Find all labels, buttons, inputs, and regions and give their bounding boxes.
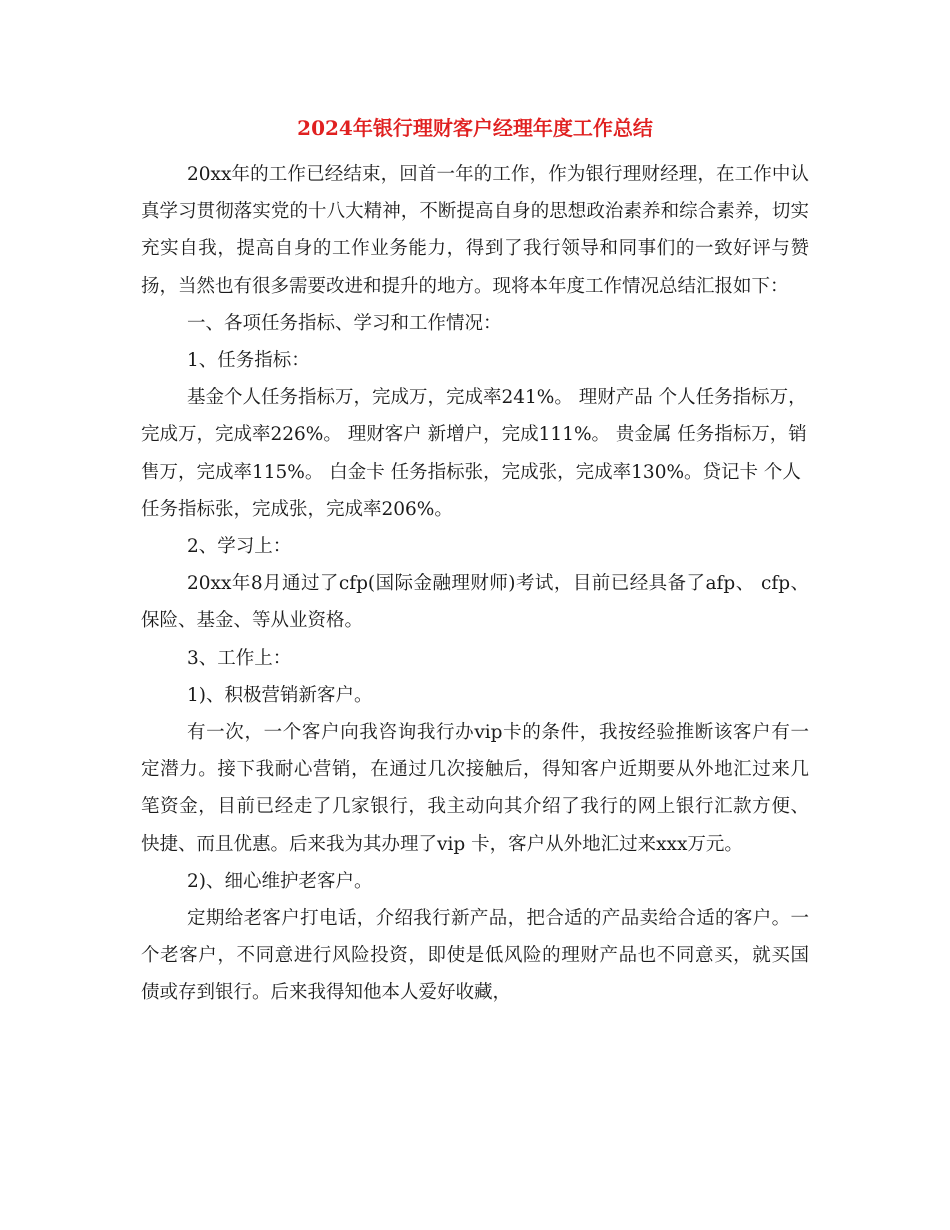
paragraph-study: 20xx年8月通过了cfp(国际金融理财师)考试，目前已经具备了afp、 cfp、保险、基金、等从业资格。 [141, 573, 809, 632]
subheading-work: 3、工作上： [187, 647, 292, 669]
section-heading-1: 一、各项任务指标、学习和工作情况： [187, 312, 502, 334]
document-body [141, 156, 809, 1012]
paragraph-old-customers: 定期给老客户打电话，介绍我行新产品，把合适的产品卖给合适的客户。一 个老客户，不同意进行风险投资，即使是低风险的理财产品也不同意买，就买国 债或存到银行。后来我得知他本人爱好收藏， [141, 908, 809, 1004]
subheading-old-customers: 2)、细心维护老客户。 [187, 870, 373, 892]
document-title: 2024年银行理财客户经理年度工作总结 [297, 116, 653, 140]
subheading-study: 2、学习上： [187, 536, 292, 558]
subheading-new-customers: 1)、积极营销新客户。 [187, 684, 373, 706]
paragraph-new-customers: 有一次，一个客户向我咨询我行办vip卡的条件，我按经验推断该客户有一 定潜力。接下我耐心营销，在通过几次接触后，得知客户近期要从外地汇过来几 笔资金，目前已经走了几家银行，我主动向其介绍了我行的网上银行汇款方便、 快捷、而且优惠。后来我为其办理了vip 卡，客户从外地汇过来xxx万元。 [141, 722, 809, 855]
subheading-task-indicators: 1、任务指标： [187, 350, 310, 372]
paragraph-intro: 20xx年的工作已经结束，回首一年的工作，作为银行理财经理，在工作中认真学习贯彻落实党的十八大精神，不断提高自身的思想政治素养和综合素养，切实充实自我，提高自身的工作业务能力，得到了我行领导和同事们的一致好评与赞扬，当然也有很多需要改进和提升的地方。现将本年度工作情况总结汇报如下： [141, 164, 809, 297]
paragraph-task-indicators: 基金个人任务指标万，完成万，完成率241%。 理财产品 个人任务指标万，完成万，完成率226%。 理财客户 新增户，完成111%。 贵金属 任务指标万，销售万，完成率115%。 白金卡 任务指标张，完成张，完成率130%。贷记卡 个人任务指标张，完成张，完成率206%。 [141, 387, 807, 520]
